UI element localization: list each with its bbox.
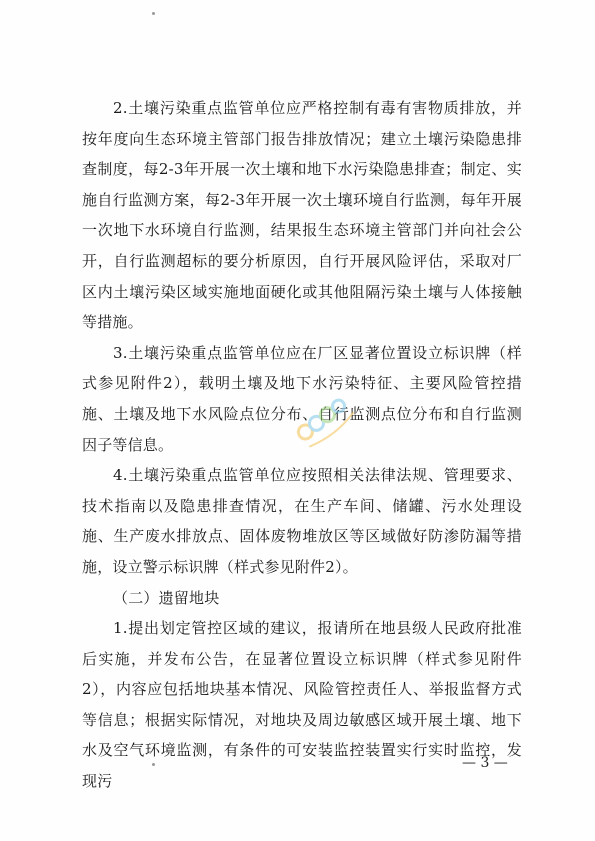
paragraph-2: 2.土壤污染重点监管单位应严格控制有毒有害物质排放，并按年度向生态环境主管部门报告排放情况；建立土壤污染隐患排查制度，每2-3年开展一次土壤和地下水污染隐患排查；制定、实施自行监测方案，每2-3年开展一次土壤环境自行监测，每年开展一次地下水环境自行监测，结果报生态环境主管部门并向社会公开，自行监测超标的要分析原因，自行开展风险评估，采取对厂区内土壤污染区域实施地面硬化或其他阻隔污染土壤与人体接触等措施。 [82,99,522,332]
page-number: — 3 — [462,755,508,771]
paragraph-3: 3.土壤污染重点监管单位应在厂区显著位置设立标识牌（样式参见附件2），载明土壤及地下水污染特征、主要风险管控措施、土壤及地下水风险点位分布、自行监测点位分布和自行监测因子等信息。 [82,343,522,454]
scan-speck [152,12,155,15]
paragraph-legacy-1: 1.提出划定管控区域的建议，报请所在地县级人民政府批准后实施，并发布公告，在显著位置设立标识牌（样式参见附件2），内容应包括地块基本情况、风险管控责任人、举报监督方式等信息；根据实际情况，对地块及周边敏感区域开展土壤、地下水及空气环境监测，有条件的可安装监控装置实行实时监控，发现污 [82,619,522,791]
paragraph-4: 4.土壤污染重点监管单位应按照相关法律法规、管理要求、技术指南以及隐患排查情况，在生产车间、储罐、污水处理设施、生产废水排放点、固体废物堆放区等区域做好防渗防漏等措施，设立警示标识牌（样式参见附件2）。 [82,466,522,576]
section-heading-legacy-plots: （二）遗留地块 [113,588,220,607]
